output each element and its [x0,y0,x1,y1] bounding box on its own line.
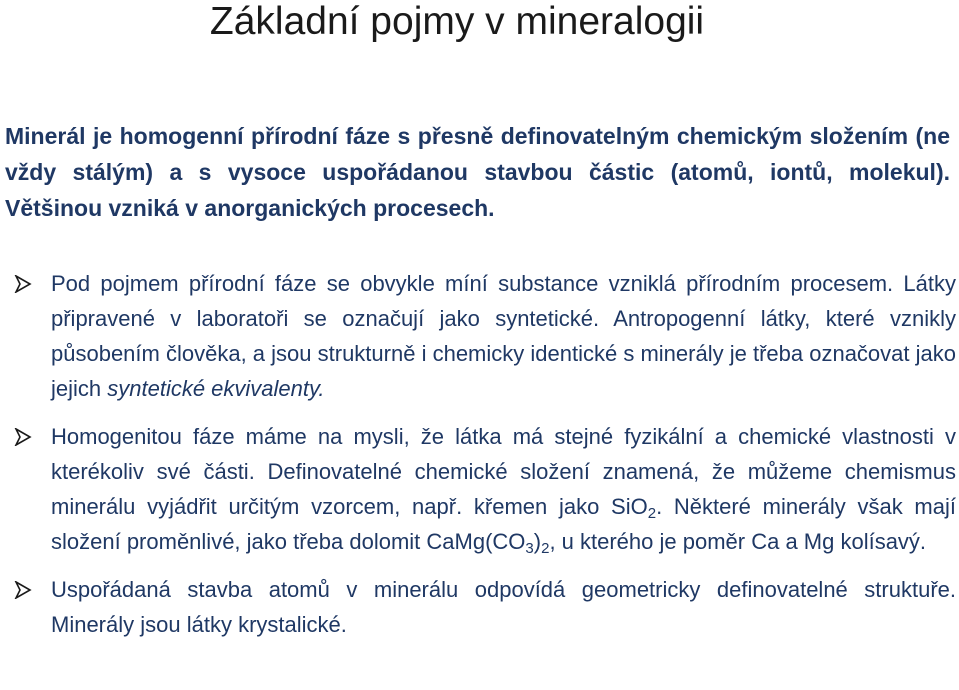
bullet-text-italic: syntetické ekvivalenty. [107,376,325,401]
mineral-definition: Minerál je homogenní přírodní fáze s přesně definovatelným chemickým složením (ne vždy stálým) a s vysoce uspořádanou stavbou částic (atomů, iontů, molekul). Většinou vzniká v anorganických procesech. [5,123,950,221]
arrowhead-bullet-icon [14,275,32,293]
bullet-item-natural-phase [14,266,956,406]
bullet-text: Homogenitou fáze máme na mysli, že látka má stejné fyzikální a chemické vlastnosti v kterékoliv své části. Definovatelné chemické složení znamená, že můžeme chemismus minerálu vyjádřit určitým vzorcem, např. křemen jako SiO [51,424,956,519]
bullet-text: , u kterého je poměr Ca a Mg kolísavý. [549,529,927,554]
bullet-text: Pod pojmem přírodní fáze se obvykle míní substance vzniklá přírodním procesem. Látky připravené v laboratoři se označují jako syntetické. Antropogenní látky, které vznikly působením člověka, a jsou strukturně i chemicky identické s minerály je třeba označovat jako jejich [51,271,956,401]
subscript: 2 [647,505,657,522]
bullet-item-ordered-structure [14,572,956,642]
arrowhead-bullet-icon [14,581,32,599]
slide-title: Základní pojmy v mineralogii [209,0,705,43]
bullet-item-homogeneity [14,419,956,559]
arrowhead-bullet-icon [14,428,32,446]
bullet-text: . Některé minerály však mají složení proměnlivé, jako třeba dolomit CaMg(CO [51,494,956,554]
bullet-text: Uspořádaná stavba atomů v minerálu odpovídá geometricky definovatelné struktuře. Minerály jsou látky krystalické. [51,577,956,637]
subscript: 2 [541,540,550,557]
subscript: 3 [525,540,534,557]
bullet-text: ) [533,529,542,554]
bullet-list [14,266,956,655]
